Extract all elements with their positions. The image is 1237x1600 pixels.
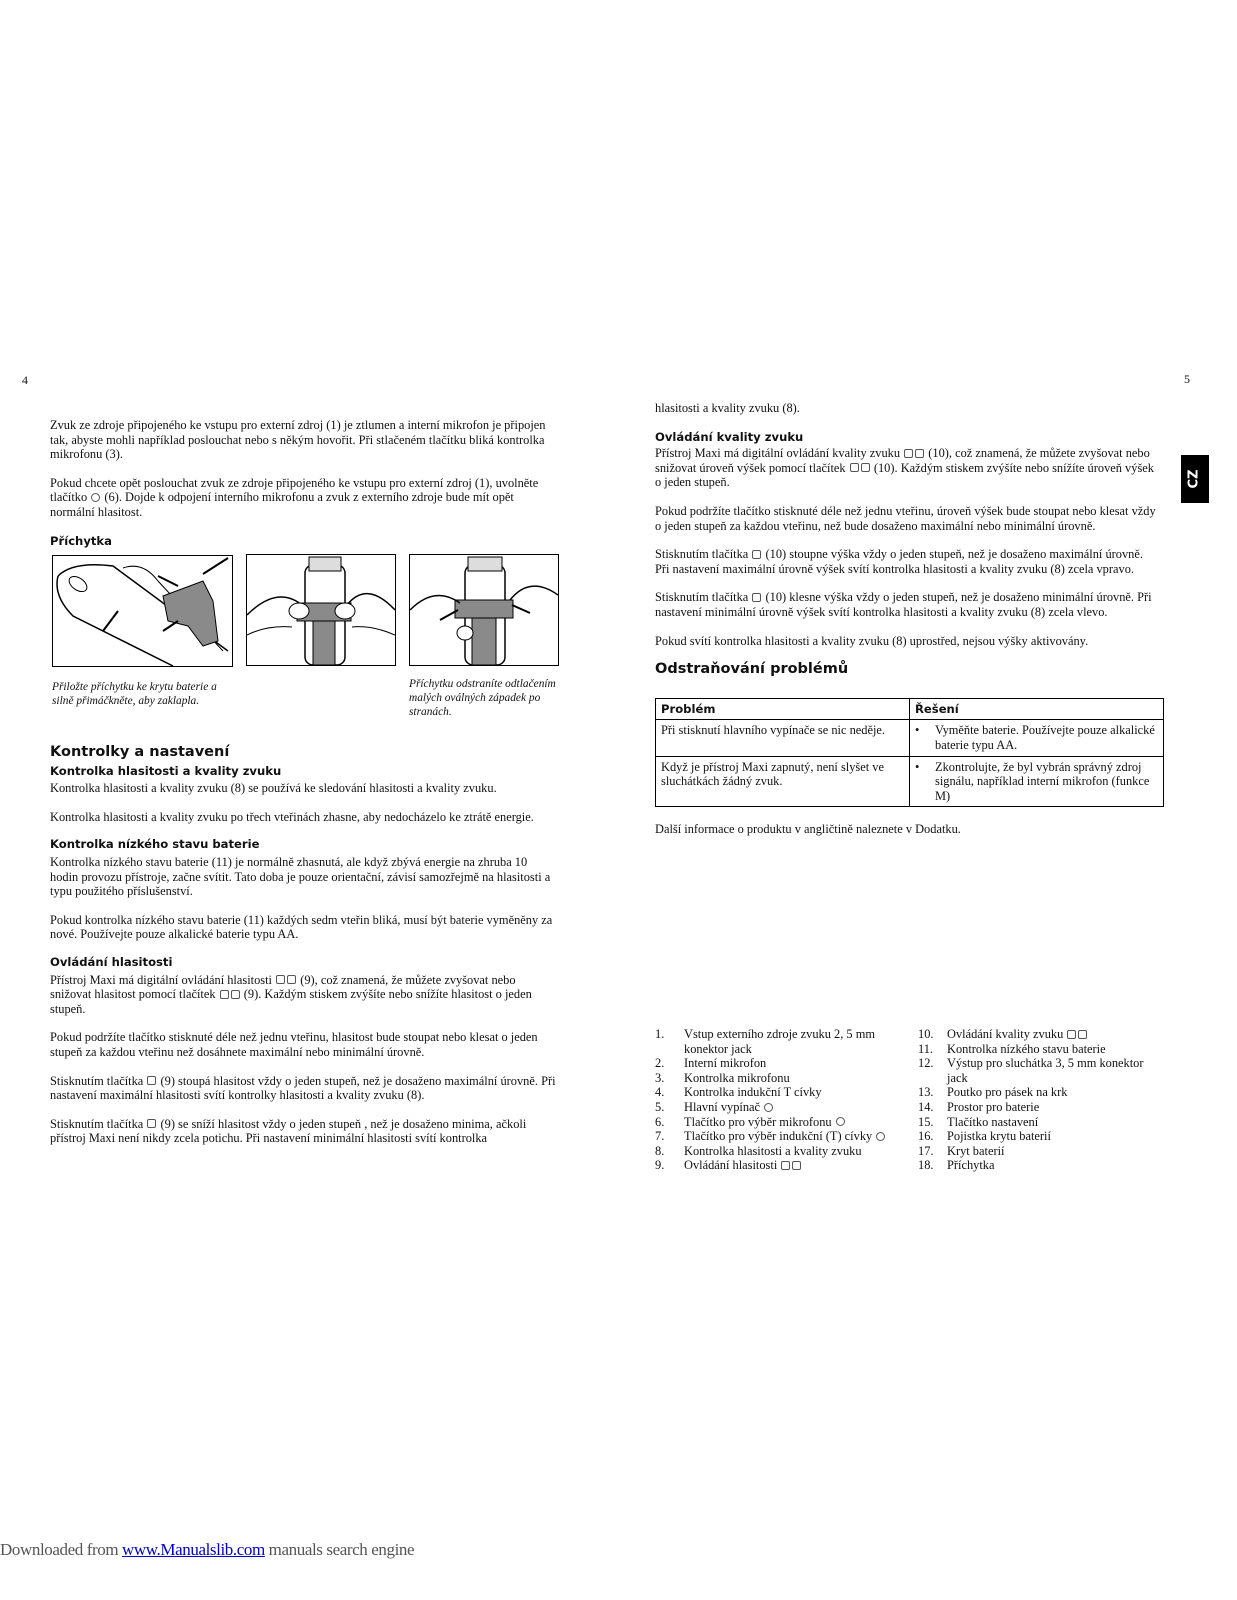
list-item: 10. Ovládání kvality zvuku <box>918 1027 1163 1042</box>
list-item: 2. Interní mikrofon <box>655 1056 767 1071</box>
language-tab: CZ <box>1181 455 1209 503</box>
troubleshooting-heading: Odstraňování problémů <box>655 661 849 678</box>
more-info-text: Další informace o produktu v angličtině naleznete v Dodatku. <box>655 822 961 837</box>
manualslib-link[interactable]: www.Manualslib.com <box>122 1540 265 1559</box>
tone-down-icon <box>752 593 761 602</box>
volume-up-icon <box>287 975 296 984</box>
device-clip-release-icon <box>410 555 558 665</box>
list-item: 14. Prostor pro baterie <box>918 1099 1040 1114</box>
volume-up-icon <box>231 990 240 999</box>
tone-paragraph-4: Stisknutím tlačítka (10) klesne výška vždy o jeden stupeň, než je dosaženo minimální úrovně. Při nastavení minimální úrovně výšek svítí kontrolka hlasitosti a kvality zvuku (8) zcela vlevo. <box>655 590 1152 619</box>
clip-remove-illustration-2 <box>409 554 559 666</box>
list-item: 12. Výstup pro sluchátka 3, 5 mm konektor jack <box>918 1056 1144 1085</box>
tone-up-icon <box>915 449 924 458</box>
list-item: 8. Kontrolka hlasitosti a kvality zvuku <box>655 1143 862 1158</box>
page-number-right: 5 <box>1184 372 1190 386</box>
list-item: 6. Tlačítko pro výběr mikrofonu <box>655 1115 895 1130</box>
list-item: 15. Tlačítko nastavení <box>918 1114 1039 1129</box>
list-item: 9. Ovládání hlasitosti <box>655 1158 895 1173</box>
tone-down-icon <box>1067 1030 1076 1039</box>
tone-heading: Ovládání kvality zvuku <box>655 429 804 444</box>
tone-up-icon <box>1078 1030 1087 1039</box>
list-item: 17. Kryt baterií <box>918 1143 1005 1158</box>
list-item: 7. Tlačítko pro výběr indukční (T) cívky <box>655 1129 895 1144</box>
volume-up-icon <box>792 1161 801 1170</box>
volume-indicator-heading: Kontrolka hlasitosti a kvality zvuku <box>50 763 282 778</box>
volume-down-icon <box>781 1161 790 1170</box>
list-item: 4. Kontrolka indukční T cívky <box>655 1085 822 1100</box>
page-number-left: 4 <box>22 373 28 387</box>
troubleshooting-table <box>655 698 1164 808</box>
solution-cell: • Zkontrolujte, že byl vybrán správný zdroj signálu, například interní mikrofon (funkce M) <box>910 756 1164 807</box>
parts-list-right <box>918 1027 1163 1173</box>
problem-cell: Když je přístroj Maxi zapnutý, není slyšet ve sluchátkách žádný zvuk. <box>656 756 910 807</box>
device-clip-press-icon <box>247 555 395 665</box>
tone-paragraph-3: Stisknutím tlačítka (10) stoupne výška vždy o jeden stupeň, než je dosaženo maximální úrovně. Při nastavení maximální úrovně výšek svítí kontrolka hlasitosti a kvality zvuku (8) zcela vpravo. <box>655 547 1143 576</box>
volume-heading: Ovládání hlasitosti <box>50 954 173 969</box>
controls-section <box>50 745 558 1146</box>
power-icon <box>764 1103 773 1112</box>
volume-down-icon <box>220 990 229 999</box>
tone-paragraph-1: Přístroj Maxi má digitální ovládání kvality zvuku (10), což znamená, že můžete zvyšovat nebo snižovat úroveň výšek pomocí tlačítek (10). Každým stiskem zvýšíte nebo snížíte úroveň výšek o jeden stupeň. <box>655 446 1154 490</box>
problem-cell: Při stisknutí hlavního vypínače se nic neděje. <box>656 720 910 756</box>
volume-paragraph-3: Stisknutím tlačítka (9) stoupá hlasitost vždy o jeden stupeň, než je dosaženo maximální úrovně. Při nastavení maximální hlasitosti svítí kontrolky hlasitosti a kvality zvuku (8). <box>50 1073 556 1103</box>
list-item: 1. Vstup externího zdroje zvuku 2, 5 mm konektor jack <box>655 1027 875 1056</box>
battery-paragraph-1: Kontrolka nízkého stavu baterie (11) je normálně zhasnutá, ale když zbývá energie na zhruba 10 hodin provozu přístroje, začne svítit. Tato doba je pouze orientační, závisí samozřejmě na hlasitosti a typu použitého příslušenství. <box>50 854 551 899</box>
right-column <box>655 401 1160 837</box>
device-clip-attach-icon <box>53 556 232 666</box>
list-item: 5. Hlavní vypínač <box>655 1100 895 1115</box>
clip-heading: Příchytka <box>50 533 112 548</box>
battery-paragraph-2: Pokud kontrolka nízkého stavu baterie (11) každých sedm vteřin bliká, musí být baterie vyměněny za nové. Používejte pouze alkalické baterie typu AA. <box>50 912 553 942</box>
intro-paragraph-2: Pokud chcete opět poslouchat zvuk ze zdroje připojeného ke vstupu pro externí zdroj (1), uvolněte tlačítko (6). Dojde k odpojení interního mikrofonu a zvuk z externího zdroje bude mít opět normální hlasitost. <box>50 475 539 519</box>
download-footer: Downloaded from www.Manualslib.com manuals search engine <box>0 1540 415 1559</box>
controls-heading: Kontrolky a nastavení <box>50 744 230 760</box>
column-header-problem: Problém <box>656 698 910 720</box>
telecoil-icon <box>876 1132 885 1141</box>
tone-paragraph-2: Pokud podržíte tlačítko stisknuté déle než jednu vteřinu, úroveň výšek bude stoupat nebo klesat vždy o jeden stupeň za každou vteřinu, než bude dosaženo maximální nebo minimální úrovně. <box>655 503 1156 533</box>
tone-up-icon <box>752 550 761 559</box>
list-item: 16. Pojistka krytu baterií <box>918 1129 1051 1144</box>
volume-down-icon <box>147 1119 156 1128</box>
table-row <box>656 720 1164 756</box>
tone-up-icon <box>861 463 870 472</box>
volume-paragraph-1: Přístroj Maxi má digitální ovládání hlasitosti (9), což znamená, že můžete zvyšovat nebo snižovat hlasitost pomocí tlačítek (9). Každým stiskem zvýšíte nebo snížíte hlasitost o jeden stupeň. <box>50 972 532 1016</box>
clip-remove-illustration-1 <box>246 554 396 666</box>
microphone-button-icon <box>91 493 100 502</box>
parts-list-left <box>655 1027 895 1173</box>
volume-down-icon <box>276 975 285 984</box>
continued-text: hlasitosti a kvality zvuku (8). <box>655 401 800 415</box>
volume-indicator-paragraph-2: Kontrolka hlasitosti a kvality zvuku po třech vteřinách zhasne, aby nedocházelo ke ztrátě energie. <box>50 809 534 824</box>
caption-attach: Přiložte příchytku ke krytu baterie a silně přimáčkněte, aby zaklapla. <box>52 681 217 707</box>
caption-remove: Příchytku odstraníte odtlačením malých oválných západek po stranách. <box>409 678 556 718</box>
clip-attach-illustration <box>52 555 233 667</box>
volume-paragraph-2: Pokud podržíte tlačítko stisknuté déle než jednu vteřinu, hlasitost bude stoupat nebo klesat o jeden stupeň za každou vteřinu než dosáhnete maximální nebo minimální úrovně. <box>50 1030 538 1059</box>
tone-paragraph-5: Pokud svítí kontrolka hlasitosti a kvality zvuku (8) uprostřed, nejsou výšky aktivovány. <box>655 633 1089 648</box>
solution-cell: • Vyměňte baterie. Používejte pouze alkalické baterie typu AA. <box>910 720 1164 756</box>
microphone-icon <box>836 1117 845 1126</box>
left-column <box>50 418 558 548</box>
intro-paragraph-1: Zvuk ze zdroje připojeného ke vstupu pro externí zdroj (1) je ztlumen a interní mikrofon je připojen tak, abyste mohli například poslouchat nebo s někým hovořit. Při stlačeném tlačítku bliká kontrolka mikrofonu (3). <box>50 418 546 462</box>
table-header-row <box>656 698 1164 720</box>
list-item: 11. Kontrolka nízkého stavu baterie <box>918 1041 1106 1056</box>
volume-indicator-paragraph-1: Kontrolka hlasitosti a kvality zvuku (8) se používá ke sledování hlasitosti a kvality zvuku. <box>50 781 497 796</box>
list-item: 18. Příchytka <box>918 1158 995 1173</box>
battery-heading: Kontrolka nízkého stavu baterie <box>50 837 260 852</box>
volume-paragraph-4: Stisknutím tlačítka (9) se sníží hlasitost vždy o jeden stupeň , než je dosaženo minima, ačkoli přístroj Maxi není nikdy zcela potichu. Při nastavení minimální hlasitosti svítí kontrolka <box>50 1116 527 1146</box>
list-item: 13. Poutko pro pásek na krk <box>918 1085 1068 1100</box>
table-row <box>656 756 1164 807</box>
tone-down-icon <box>904 449 913 458</box>
column-header-solution: Řešení <box>910 698 1164 720</box>
volume-up-icon <box>147 1076 156 1085</box>
tone-down-icon <box>850 463 859 472</box>
list-item: 3. Kontrolka mikrofonu <box>655 1070 790 1085</box>
